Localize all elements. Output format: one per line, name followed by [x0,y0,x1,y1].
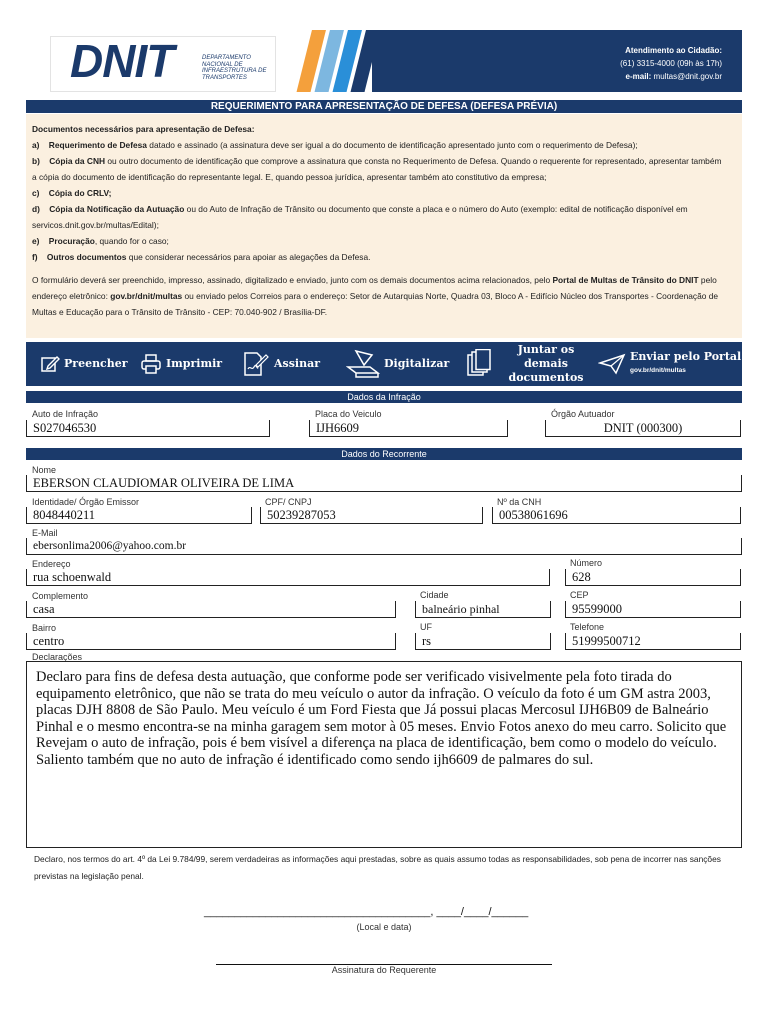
contact-email-label: e-mail: [625,72,652,81]
cnh-field[interactable]: 00538061696 [492,507,741,524]
contact-phone: (61) 3315-4000 (09h às 17h) [620,59,722,68]
placa-field[interactable]: IJH6609 [309,420,508,437]
uf-label: UF [420,622,432,632]
telefone-label: Telefone [570,622,605,632]
auto-infracao-field[interactable]: S027046530 [26,420,270,437]
cpf-field[interactable]: 50239287053 [260,507,483,524]
cep-label: CEP [570,590,589,600]
dnit-logo: DNIT [70,35,174,87]
telefone-field[interactable]: 51999500712 [565,633,741,650]
documents-text [32,121,724,320]
endereco-label: Endereço [32,559,71,569]
doc-item-c: c) Cópia do CRLV; [32,188,112,198]
step-juntar [466,342,596,386]
contact-email[interactable]: multas@dnit.gov.br [653,72,722,81]
doc-item-b: b) Cópia da CNH ou outro documento de identificação que comprove a assinatura que consta no Requerimento de Defesa. Quando o requerente for representado, apresentar também a cópia do documento de identificação do representante legal. E, quando pessoa jurídica, apresentar também ato constitutivo da empresa; [32,156,722,182]
doc-item-d: d) Cópia da Notificação da Autuação ou do Auto de Infração de Trânsito ou documento que conste a placa e o número do Auto (exemplo: edital de notificação disponível em servicos.dnit.gov.br/multas/Edital); [32,204,688,230]
documents-icon [466,349,492,379]
numero-field[interactable]: 628 [565,569,741,586]
signature-label: Assinatura do Requerente [331,965,437,975]
process-steps-bar [26,342,742,386]
section-infracao: Dados da Infração [26,391,742,403]
complemento-field[interactable]: casa [26,601,396,618]
step-imprimir [140,342,222,386]
doc-item-e: e) Procuração, quando for o caso; [32,236,169,246]
section-recorrente: Dados do Recorrente [26,448,742,460]
documents-heading: Documentos necessários para apresentação de Defesa: [32,124,255,134]
contact-title: Atendimento ao Cidadão: [625,46,722,55]
identidade-field[interactable]: 8048440211 [26,507,252,524]
scanner-icon [346,349,380,379]
cep-field[interactable]: 95599000 [565,601,741,618]
orgao-autuador-label: Órgão Autuador [551,409,615,419]
step-enviar [598,342,741,386]
complemento-label: Complemento [32,591,89,601]
step-assinar [242,342,320,386]
step-preencher [40,342,128,386]
declaracoes-label: Declarações [32,652,83,662]
numero-label: Número [570,558,603,568]
sign-document-icon [242,351,270,377]
nome-label: Nome [32,465,57,475]
submission-instructions: O formulário deverá ser preenchido, impresso, assinado, digitalizado e enviado, junto com os demais documentos acima relacionados, pelo Portal de Multas de Trânsito do DNIT pelo endereço eletrônico: gov.br/dnit/multas ou enviado pelos Correios para o endereço: Setor de Autarquias Norte, Quadra 03, Bloco A - Edifício Núcleo dos Transportes - Coordenação de Multas e Educação para o Trânsito de Trânsito - CEP: 70.040-902 / Brasília-DF. [32,275,719,317]
doc-item-a: a) Requerimento de Defesa datado e assinado (a assinatura deve ser igual a do documento de identificação apresentado junto com o requerimento de Defesa); [32,140,638,150]
printer-icon [140,353,162,375]
legal-declaration: Declaro, nos termos do art. 4º da Lei 9.784/99, serem verdadeiras as informações aqui prestadas, sobre as quais assumo todas as responsabilidades, sob pena de incorrer nas sanções previstas na legislação penal. [34,854,721,881]
email-label: E-Mail [32,528,58,538]
step-label: Juntar os demais documentos [508,343,584,384]
portal-url[interactable]: gov.br/dnit/multas [630,367,686,374]
header-stripes [296,30,376,92]
declaracoes-text[interactable]: Declaro para fins de defesa desta autuação, que conforme pode ser verificado visivelmente pela foto tirada do equipamento eletrônico, que não se trata do meu veículo o autor da infração. O veículo da foto é um GM astra 2003, placas DJH 8808 de São Paulo. Meu veículo é um Ford Fiesta que Já possui placas Mercosul IJH6B09 de Balneário Pinhal e o mesmo encontra-se na minha garagem sem motor à 05 meses. Envio Fotos anexo do meu carro. Solicito que Revejam o auto de infração, pois é bem visível a diferença na placa de identificação, bem como o modelo do veículo. Saliento também que no auto de infração é identificado como sendo ijh6609 de palmares do sul. [36,669,727,768]
doc-item-f: f) Outros documentos que considerar necessários para apoiar as alegações da Defesa. [32,252,371,262]
nome-field[interactable]: EBERSON CLAUDIOMAR OLIVEIRA DE LIMA [26,475,742,492]
contact-info [462,44,722,83]
uf-field[interactable]: rs [415,633,551,650]
cidade-field[interactable]: balneário pinhal [415,601,551,618]
cnh-label: Nº da CNH [497,497,542,507]
identidade-label: Identidade/ Órgão Emissor [32,497,140,507]
step-label: Assinar [274,357,321,370]
endereco-field[interactable]: rua schoenwald [26,569,550,586]
form-title: REQUERIMENTO PARA APRESENTAÇÃO DE DEFESA (DEFESA PRÉVIA) [26,100,742,113]
cidade-label: Cidade [420,590,449,600]
step-label: Preencher [64,357,128,370]
bairro-field[interactable]: centro [26,633,396,650]
dnit-logo-subtitle: DEPARTAMENTO NACIONAL DE INFRAESTRUTURA DE TRANSPORTES [202,55,267,81]
email-field[interactable]: ebersonlima2006@yahoo.com.br [26,538,742,555]
local-data-label: (Local e data) [356,922,412,932]
orgao-autuador-field[interactable]: DNIT (000300) [545,420,741,437]
cpf-label: CPF/ CNPJ [265,497,312,507]
send-icon [598,353,626,375]
local-date-line[interactable]: _____________________________________, ____/____/______ [204,906,529,918]
step-label: Enviar pelo Portal [630,350,742,363]
edit-icon [40,354,60,374]
step-digitalizar [346,342,449,386]
portal-link[interactable]: gov.br/dnit/multas [110,291,183,301]
step-label: Imprimir [166,357,223,370]
bairro-label: Bairro [32,623,57,633]
step-label: Digitalizar [384,357,450,370]
placa-label: Placa do Veiculo [315,409,382,419]
auto-infracao-label: Auto de Infração [32,409,99,419]
